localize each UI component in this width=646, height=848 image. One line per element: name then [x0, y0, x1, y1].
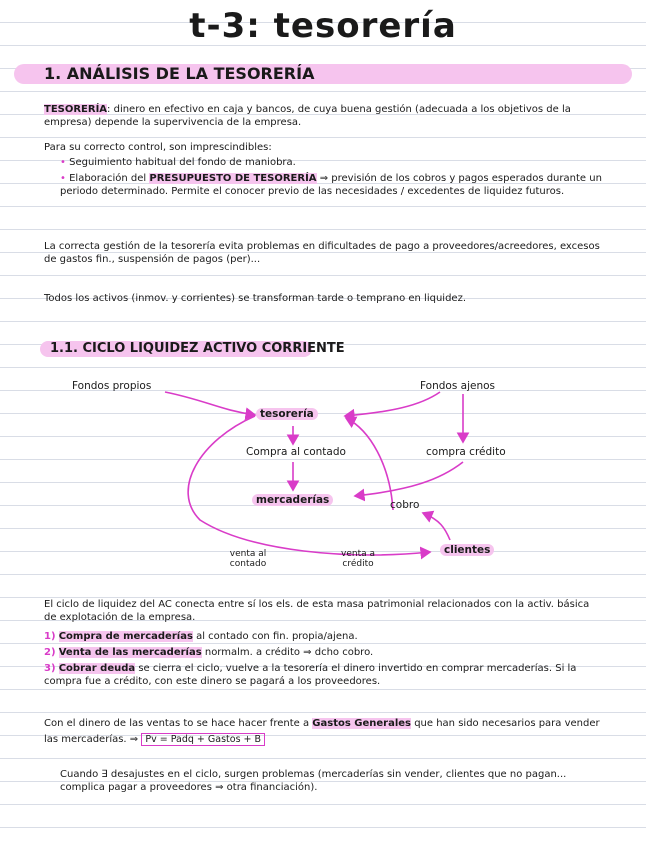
- arrow-clientes-cobro: [423, 513, 450, 540]
- arrow-mercaderias-clientes: [188, 416, 430, 555]
- paragraph: Todos los activos (inmov. y corrientes) se transforman tarde o temprano en liquidez.: [44, 293, 467, 304]
- arrow-propios-tesoreria: [165, 392, 255, 415]
- node-compra-contado: Compra al contado: [246, 446, 346, 458]
- node-tesoreria: tesorería: [256, 408, 318, 420]
- step-item: 3) Cobrar deuda se cierra el ciclo, vuelve a la tesorería el dinero invertido en comprar mercaderías. Si la compra fue a crédito, con este dinero se pagará a los proveedores.: [44, 663, 577, 687]
- control-intro: Para su correcto control, son imprescindibles:: [44, 142, 272, 153]
- subsection-heading: 1.1. CICLO LIQUIDEZ ACTIVO CORRIENTE: [50, 341, 345, 356]
- arrow-credito-mercaderias: [355, 462, 463, 496]
- node-venta-contado: venta al contado: [229, 549, 267, 569]
- arrow-ajenos-tesoreria: [345, 392, 440, 416]
- presupuesto-highlight: PRESUPUESTO DE TESORERÍA: [149, 173, 317, 184]
- final-paragraph: Cuando ∃ desajustes en el ciclo, surgen problemas (mercaderías sin vender, clientes que no pagan... complica pagar a proveedores ⇒ otra financiación).: [60, 769, 567, 793]
- node-clientes: clientes: [440, 544, 494, 556]
- arrow-cobro-tesoreria: [346, 418, 393, 510]
- gastos-paragraph: Con el dinero de las ventas to se hace hacer frente a Gastos Generales que han sido necesarios para vender las mercaderías. ⇒ Pv = Padq + Gastos + B: [44, 718, 600, 745]
- node-fondos-propios: Fondos propios: [72, 380, 152, 392]
- bullet-icon: •: [60, 173, 66, 184]
- node-cobro: cobro: [390, 499, 420, 511]
- bullet-icon: •: [60, 157, 66, 168]
- price-formula: Pv = Padq + Gastos + B: [141, 733, 265, 746]
- definition-term: TESORERÍA: [44, 104, 108, 115]
- bullet-item: • Seguimiento habitual del fondo de maniobra.: [60, 157, 296, 168]
- gastos-highlight: Gastos Generales: [312, 718, 412, 729]
- node-fondos-ajenos: Fondos ajenos: [420, 380, 496, 392]
- step-item: 2) Venta de las mercaderías normalm. a crédito ⇒ dcho cobro.: [44, 647, 374, 658]
- paragraph: La correcta gestión de la tesorería evita problemas en dificultades de pago a proveedores/acreedores, excesos de gastos fin., suspensión de pagos (per)...: [44, 241, 600, 265]
- cycle-paragraph: El ciclo de liquidez del AC conecta entre sí los els. de esta masa patrimonial relacionados con la activ. básica de explotación de la empresa.: [44, 599, 590, 623]
- step-item: 1) Compra de mercaderías al contado con fin. propia/ajena.: [44, 631, 358, 642]
- node-compra-credito: compra crédito: [426, 446, 506, 458]
- bullet-item: • Elaboración del PRESUPUESTO DE TESORERÍA ⇒ previsión de los cobros y pagos esperados durante un periodo determinado. Permite el conocer previo de las necesidades / excedentes de liquidez futuros.: [60, 173, 602, 197]
- section-heading: 1. ANÁLISIS DE LA TESORERÍA: [44, 64, 315, 83]
- page-title: t-3: tesorería: [189, 6, 457, 46]
- node-venta-credito: venta a crédito: [341, 549, 375, 569]
- definition-text: : dinero en efectivo en caja y bancos, de cuya buena gestión (adecuada a los objetivos de la empresa) depende la supervivencia de la empresa.: [44, 104, 571, 128]
- liquidity-cycle-arrows: [0, 370, 646, 580]
- node-mercaderias: mercaderías: [252, 494, 333, 506]
- definition-paragraph: [44, 103, 604, 129]
